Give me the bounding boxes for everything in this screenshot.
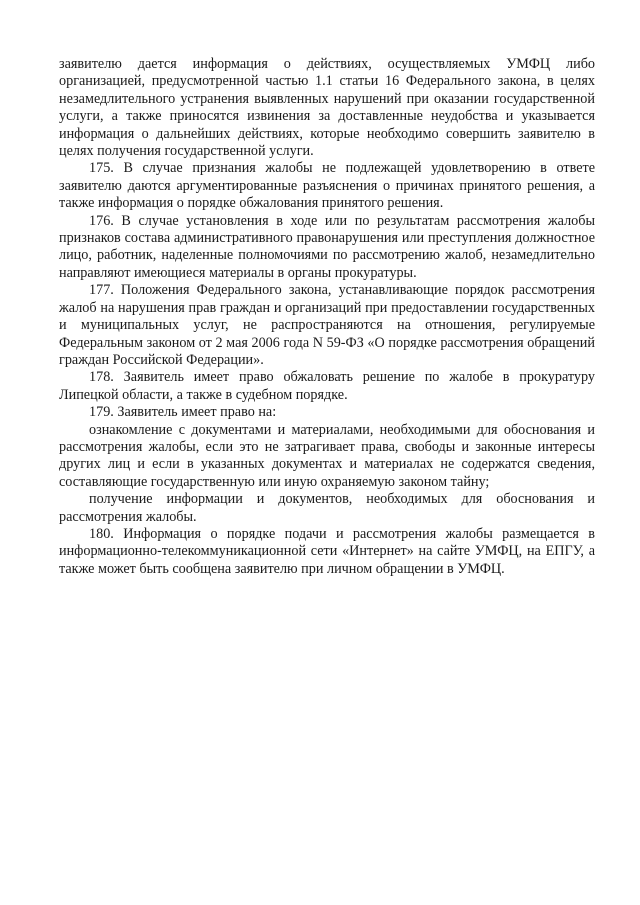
document-page	[59, 56, 595, 578]
paragraph-continuation: заявителю дается информация о действиях, осуществляемых УМФЦ либо организацией, предусмотренной частью 1.1 статьи 16 Федерального закона, в целях незамедлительного устранения выявленных нарушений при оказании государственной услуги, а также приносятся извинения за доставленные неудобства и указывается информация о дальнейших действиях, которые необходимо совершить заявителю в целях получения государственной услуги.	[59, 56, 595, 160]
paragraph-176: 176. В случае установления в ходе или по результатам рассмотрения жалобы признаков состава административного правонарушения или преступления должностное лицо, работник, наделенные полномочиями по рассмотрению жалоб, незамедлительно направляют имеющиеся материалы в органы прокуратуры.	[59, 212, 595, 281]
paragraph-180: 180. Информация о порядке подачи и рассмотрения жалобы размещается в информационно-телекоммуникационной сети «Интернет» на сайте УМФЦ, на ЕПГУ, а также может быть сообщена заявителю при личном обращении в УМФЦ.	[59, 525, 595, 577]
paragraph-178: 178. Заявитель имеет право обжаловать решение по жалобе в прокуратуру Липецкой области, а также в судебном порядке.	[59, 369, 595, 403]
paragraph-175: 175. В случае признания жалобы не подлежащей удовлетворению в ответе заявителю даются аргументированные разъяснения о причинах принятого решения, а также информация о порядке обжалования принятого решения.	[59, 160, 595, 212]
paragraph-177: 177. Положения Федерального закона, устанавливающие порядок рассмотрения жалоб на нарушения прав граждан и организаций при предоставлении государственных и муниципальных услуг, не распространяются на отношения, регулируемые Федеральным законом от 2 мая 2006 года N 59-ФЗ «О порядке рассмотрения обращений граждан Российской Федерации».	[59, 282, 595, 368]
paragraph-179-item-b: получение информации и документов, необходимых для обоснования и рассмотрения жалобы.	[59, 491, 595, 525]
paragraph-179-item-a: ознакомление с документами и материалами, необходимыми для обоснования и рассмотрения жалобы, если это не затрагивает права, свободы и законные интересы других лиц и если в указанных документах и материалах не содержатся сведения, составляющие государственную или иную охраняемую законом тайну;	[59, 421, 595, 490]
paragraph-179: 179. Заявитель имеет право на:	[89, 404, 277, 421]
